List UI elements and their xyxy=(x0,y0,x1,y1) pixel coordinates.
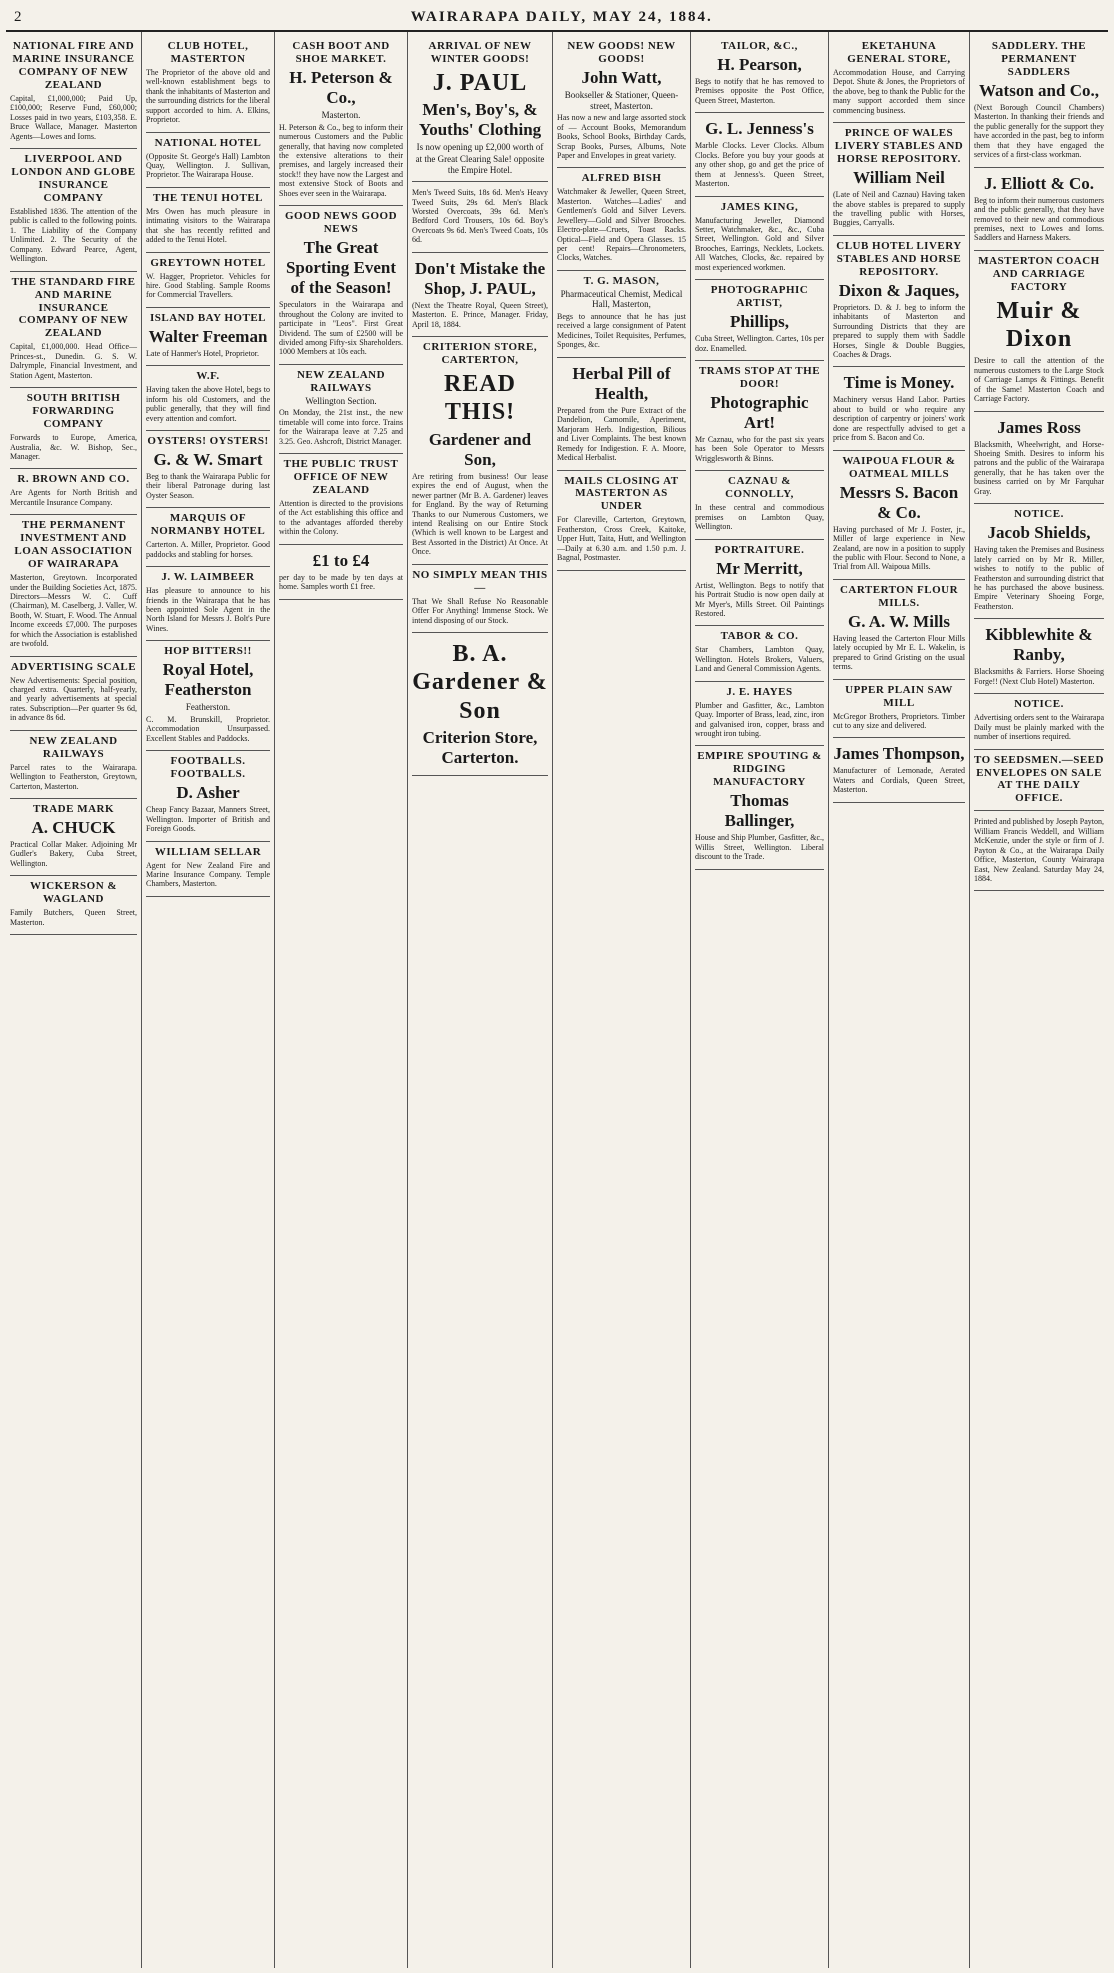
ad-heading: JAMES KING, xyxy=(720,200,799,213)
advertisement xyxy=(974,36,1104,168)
advertisement xyxy=(695,682,824,747)
ad-body: Are Agents for North British and Mercantile Insurance Company. xyxy=(10,488,137,507)
ad-body: Manufacturing Jeweller, Diamond Setter, Watchmaker, &c., &c., Cuba Street, Wellington. Gold and Silver Brooches, Earrings, Necklets, Lockets. All Watches, Clocks, &c. repaired by most experienced workmen. xyxy=(695,215,824,272)
ad-title: Don't Mistake the Shop, J. PAUL, xyxy=(414,258,546,298)
ad-body: Having purchased of Mr J. Foster, jr., Miller of large experience in New Zealand, are now in a position to supply the public with Flour. Second to None, a Trial from All. Waipoua Mills. xyxy=(833,524,965,572)
advertisement xyxy=(146,188,270,253)
ad-heading: THE STANDARD FIRE AND MARINE INSURANCE COMPANY OF NEW ZEALAND xyxy=(11,275,136,340)
ad-title: Photographic Art! xyxy=(710,392,809,432)
advertisement xyxy=(412,565,548,633)
ad-heading: MARQUIS OF NORMANBY HOTEL xyxy=(150,512,266,538)
ad-heading: OYSTERS! OYSTERS! xyxy=(147,435,269,448)
advertisement xyxy=(833,36,965,123)
ad-heading: NEW ZEALAND RAILWAYS xyxy=(296,368,386,394)
ad-heading: WAIPOUA FLOUR & OATMEAL MILLS xyxy=(842,454,956,480)
ad-title: Herbal Pill of Health, xyxy=(572,363,671,403)
advertisement xyxy=(146,751,270,841)
advertisement xyxy=(695,540,824,627)
advertisement xyxy=(10,799,137,876)
ad-body: Machinery versus Hand Labor. Parties about to build or who require any description of carpentry or joiners' work done are respectfully advised to get a price from S. Bacon and Co. xyxy=(833,395,965,443)
advertisement xyxy=(557,168,686,270)
ad-title: G. L. Jenness's xyxy=(705,119,814,139)
ad-heading: NOTICE. xyxy=(1014,698,1064,711)
ad-title: William Neil xyxy=(853,168,945,188)
ad-subtitle: Featherston. xyxy=(185,702,231,713)
ad-heading: HOP BITTERS!! xyxy=(164,645,252,658)
ad-body: Established 1836. The attention of the public is called to the following points. 1. The Liability of the Company Unlimited. 2. The Security of the Company. Edward Pearce, Agent, Wellington. xyxy=(10,206,137,264)
ad-title: Jacob Shields, xyxy=(987,523,1091,543)
ad-heading: NEW GOODS! NEW GOODS! xyxy=(567,40,676,65)
ad-headline: B. A. Gardener & Son xyxy=(412,641,548,724)
advertisement xyxy=(695,36,824,113)
ad-heading: TO SEEDSMEN.—SEED ENVELOPES ON SALE AT THE DAILY OFFICE. xyxy=(974,753,1104,805)
advertisement xyxy=(10,469,137,515)
ad-heading: J. E. HAYES xyxy=(726,685,793,698)
ad-body: Blacksmiths & Farriers. Horse Shoeing Forge!! (Next Club Hotel) Masterton. xyxy=(974,667,1104,686)
ad-body: Has pleasure to announce to his friends in the Wairarapa that he has been appointed Sole Agent in the North Island for Messrs J. Bolt's Pure Wines. xyxy=(146,586,270,633)
column-1 xyxy=(6,32,142,1968)
ad-heading: WICKERSON & WAGLAND xyxy=(29,880,118,906)
ad-body: (Next Borough Council Chambers) Masterton. In thanking their friends and the public generally for the support they have accorded in the past, beg to inform them that they have engaged the services of a first-class workman. xyxy=(974,102,1104,160)
advertisement xyxy=(146,308,270,366)
advertisement xyxy=(833,451,965,580)
advertisement xyxy=(146,508,270,567)
ad-heading: NO SIMPLY MEAN THIS— xyxy=(412,568,548,594)
ad-title: Gardener and Son, xyxy=(428,429,532,469)
advertisement xyxy=(412,337,548,565)
ad-heading: PRINCE OF WALES LIVERY STABLES AND HORSE REPOSITORY. xyxy=(834,127,964,166)
ad-heading: NATIONAL HOTEL xyxy=(154,136,262,149)
ad-title: Time is Money. xyxy=(843,373,955,393)
ad-body: Cheap Fancy Bazaar, Manners Street, Wellington. Importer of British and Foreign Goods. xyxy=(146,805,270,834)
ad-body: House and Ship Plumber, Gasfitter, &c., Willis Street, Wellington. Liberal discount to the Trade. xyxy=(695,833,824,862)
ad-body: Cuba Street, Wellington. Cartes, 10s per doz. Enamelled. xyxy=(695,334,824,353)
ad-title: Mr Merritt, xyxy=(716,558,803,578)
ad-body: Are retiring from business! Our lease expires the end of August, when the newer partner (Mr B. A. Gardener) leaves for England. By the way of Returning Thanks to our Numerous Customers, we intend Realising on our Entire Stock (Which is well known to be Largest and Best Assorted in the District) At Once. At Once. xyxy=(412,471,548,557)
ad-title: H. Pearson, xyxy=(717,54,802,74)
masthead-title: WAIRARAPA DAILY, MAY 24, 1884. xyxy=(410,8,713,25)
advertisement xyxy=(974,811,1104,891)
ad-heading: EKETAHUNA GENERAL STORE, xyxy=(847,40,951,65)
ad-title: Walter Freeman xyxy=(148,326,268,346)
masthead xyxy=(6,4,1108,32)
advertisement xyxy=(10,731,137,799)
advertisement xyxy=(695,280,824,361)
ad-body: Agent for New Zealand Fire and Marine Insurance Company. Temple Chambers, Masterton. xyxy=(146,860,270,889)
advertisement xyxy=(146,133,270,188)
ad-body: Masterton, Greytown. Incorporated under the Building Societies Act, 1875. Directors—Messrs W. C. Cuff (Chairman), M. Caselberg, J. Valler, W. Booth, W. Stuart, F. Wood. The Annual Income exceeds £7,000. The purposes for which the Association is established are twofold. xyxy=(10,573,137,649)
ad-body: Forwards to Europe, America, Australia, &c. W. Bishop, Sec., Manager. xyxy=(10,433,137,461)
advertisement xyxy=(833,367,965,450)
ad-body: Capital, £1,000,000. Head Office—Princes-st., Dunedin. G. S. W. Dalrymple, Financial Investment, and Station Agent, Masterton. xyxy=(10,342,137,380)
ad-heading: EMPIRE SPOUTING & RIDGING MANUFACTORY xyxy=(697,750,822,789)
ad-body: Parcel rates to the Wairarapa. Wellington to Featherston, Greytown, Carterton, Masterton. xyxy=(10,762,137,791)
ad-heading: W.F. xyxy=(196,370,220,383)
ad-heading: GREYTOWN HOTEL xyxy=(150,256,266,269)
advertisement xyxy=(146,431,270,508)
ad-heading: TABOR & CO. xyxy=(720,630,799,643)
advertisement xyxy=(146,366,270,431)
ad-headline: J. PAUL xyxy=(432,69,528,96)
ad-title: Men's, Boy's, & Youths' Clothing xyxy=(418,100,542,140)
ad-heading: NATIONAL FIRE AND MARINE INSURANCE COMPANY OF NEW ZEALAND xyxy=(12,40,135,91)
advertisement xyxy=(833,580,965,680)
advertisement xyxy=(146,842,270,897)
ad-body: Marble Clocks. Lever Clocks. Album Clocks. Before you buy your goods at any other shop, go and get the price of them at Jenness's. Queen Street, Masterton. xyxy=(695,141,824,189)
ad-body: Having taken the Premises and Business lately carried on by Mr R. Miller, wishes to notify to the public of Featherston and surrounding district that he has purchased the above business. Empire Veterinary Shoeing Forge, Featherston. xyxy=(974,545,1104,611)
ad-body: Mrs Owen has much pleasure in intimating visitors to the Wairarapa that she has recently refitted and added to the Tenui Hotel. xyxy=(146,206,270,245)
advertisement xyxy=(695,626,824,681)
ad-heading: THE PUBLIC TRUST OFFICE OF NEW ZEALAND xyxy=(283,458,399,497)
ad-title: Royal Hotel, Featherston xyxy=(162,660,254,700)
ad-body: Men's Tweed Suits, 18s 6d. Men's Heavy Tweed Suits, 29s 6d. Men's Black Worsted Overcoats, 39s 6d. Men's Bedford Cord Trousers, 10s 6d. Boy's Overcoats 9s 6d. Men's Tweed Coats, 10s 6d. xyxy=(412,188,548,245)
ad-heading: UPPER PLAIN SAW MILL xyxy=(845,683,953,709)
ad-body: C. M. Brunskill, Proprietor. Accommodation Unsurpassed. Excellent Stables and Paddocks. xyxy=(146,714,270,743)
column-5 xyxy=(553,32,691,1968)
ad-body: Having leased the Carterton Flour Mills lately occupied by Mr E. L. Wakelin, is prepared to Grind Gristing on the usual terms. xyxy=(833,633,965,672)
ad-headline: Muir & Dixon xyxy=(996,297,1082,353)
ad-body: Late of Hanmer's Hotel, Proprietor. xyxy=(146,348,259,358)
advertisement xyxy=(974,504,1104,619)
advertisement xyxy=(695,113,824,196)
ad-body: Watchmaker & Jeweller, Queen Street, Masterton. Watches—Ladies' and Gentlemen's Gold and Silver Levers. Jewellery—Gold and Silver Brooches. Electro-plate—Cruets, Toast Racks. Optical—Field and Opera Glasses. 15 per cent! Repairs—Chronometers, Clocks, Watches. xyxy=(557,187,686,263)
ad-title: G. A. W. Mills xyxy=(847,611,951,631)
ad-heading: CLUB HOTEL, MASTERTON xyxy=(167,40,249,65)
ad-heading: PORTRAITURE. xyxy=(714,543,805,556)
ad-heading: WILLIAM SELLAR xyxy=(154,845,262,858)
advertisement xyxy=(279,206,403,365)
advertisement xyxy=(557,358,686,471)
advertisement xyxy=(974,251,1104,412)
advertisement xyxy=(279,36,403,206)
ad-body: Speculators in the Wairarapa and throughout the Colony are invited to participate in "Leos". First Great Dividend. The sum of £2500 will be divided among Fifty-six Shareholders. 1000 Members at 10s each. xyxy=(279,300,403,357)
column-8 xyxy=(970,32,1108,1968)
advertisement xyxy=(695,361,824,471)
ad-heading: ALFRED BISH xyxy=(581,172,662,185)
advertisement xyxy=(974,168,1104,251)
advertisement xyxy=(974,619,1104,694)
ad-body: New Advertisements: Special position, charged extra. Quarterly, half-yearly, and yearly advertisements at special rates. Subscription—Per quarter 9s 6d, in advance 8s 6d. xyxy=(10,675,137,723)
advertisement xyxy=(146,641,270,751)
ad-subtitle: Masterton. xyxy=(321,110,361,121)
ad-title: Messrs S. Bacon & Co. xyxy=(839,482,959,522)
ad-heading: GOOD NEWS GOOD NEWS xyxy=(284,210,398,236)
advertisement xyxy=(146,253,270,308)
advertisement xyxy=(557,271,686,358)
advertisement xyxy=(412,253,548,337)
ad-title: G. & W. Smart xyxy=(153,449,263,469)
advertisement xyxy=(833,738,965,802)
ad-tagline: at the Great Clearing Sale! opposite the Empire Hotel. xyxy=(415,153,545,175)
ad-body: On Monday, the 21st inst., the new timetable will come into force. Trains for the Wairarapa leave at 7.25 and 3.25. Geo. Ashcroft, District Manager. xyxy=(279,408,403,446)
ad-body: Mr Caznau, who for the past six years has been Sole Operator to Messrs Wrigglesworth & Binns. xyxy=(695,435,824,463)
ad-body: Having taken the above Hotel, begs to inform his old Customers, and the public generally, that they will find every attention and comfort. xyxy=(146,385,270,423)
ad-body: In these central and commodious premises on Lambton Quay, Wellington. xyxy=(695,503,824,532)
ad-body: Family Butchers, Queen Street, Masterton. xyxy=(10,908,137,927)
ad-title: A. CHUCK xyxy=(31,817,116,837)
ad-body: per day to be made by ten days at home. Samples worth £1 free. xyxy=(279,572,403,592)
newspaper-columns xyxy=(6,32,1108,1968)
ad-heading: CLUB HOTEL LIVERY STABLES AND HORSE REPOSITORY. xyxy=(836,239,962,278)
ad-heading: THE PERMANENT INVESTMENT AND LOAN ASSOCIATION OF WAIRARAPA xyxy=(14,519,133,571)
ad-heading: SOUTH BRITISH FORWARDING COMPANY xyxy=(26,392,121,431)
ad-body: Star Chambers, Lambton Quay, Wellington. Hotels Brokers, Valuers, Land and General Commission Agents. xyxy=(695,645,824,674)
advertisement xyxy=(974,750,1104,812)
ad-heading: MASTERTON COACH AND CARRIAGE FACTORY xyxy=(978,254,1100,293)
ad-heading: LIVERPOOL AND LONDON AND GLOBE INSURANCE COMPANY xyxy=(11,153,136,204)
ad-body: Artist, Wellington. Begs to notify that his Portrait Studio is now open daily at Mr Myer's, Mills Street. Oil Paintings Restored. xyxy=(695,580,824,618)
ad-heading: CASH BOOT AND SHOE MARKET. xyxy=(292,40,390,65)
ad-body: H. Peterson & Co., beg to inform their numerous Customers and the Public generally, that having now completed the extensive alterations to their premises, and largely increased their stock!! they have now the Largest and most extensive Stock of Boots and Shoes ever seen in the Wairarapa. xyxy=(279,122,403,198)
advertisement xyxy=(557,36,686,168)
advertisement xyxy=(974,694,1104,749)
ad-body: Begs to announce that he has just received a large consignment of Patent Medicines, Toilet Requisites, Perfumes, Sponges, &c. xyxy=(557,312,686,350)
ad-heading: FOOTBALLS. FOOTBALLS. xyxy=(170,755,246,781)
ad-title: £1 to £4 xyxy=(312,550,370,570)
ad-body: That We Shall Refuse No Reasonable Offer For Anything! Immense Stock. We intend disposing of our Stock. xyxy=(412,596,548,625)
ad-body: W. Hagger, Proprietor. Vehicles for hire. Good Stabling. Sample Rooms for Commercial Travellers. xyxy=(146,271,270,300)
advertisement xyxy=(10,388,137,469)
column-7 xyxy=(829,32,970,1968)
ad-heading: MAILS CLOSING AT MASTERTON AS UNDER xyxy=(564,474,679,513)
advertisement xyxy=(833,236,965,368)
ad-heading: NEW ZEALAND RAILWAYS xyxy=(29,734,118,760)
ad-heading: TAILOR, &C., xyxy=(721,40,798,52)
advertisement xyxy=(695,197,824,281)
ad-subtitle: Pharmaceutical Chemist, Medical Hall, Masterton, xyxy=(560,288,683,310)
column-4 xyxy=(408,32,553,1968)
advertisement xyxy=(279,545,403,600)
ad-heading: CAZNAU & CONNOLLY, xyxy=(725,475,794,501)
advertisement xyxy=(412,36,548,182)
column-2 xyxy=(142,32,275,1968)
advertisement xyxy=(10,272,137,389)
ad-body: Has now a new and large assorted stock of — Account Books, Memorandum Books, School Books, Birthday Cards, Scrap Books, Purses, Albums, Note Paper and Envelopes in great variety. xyxy=(557,113,686,160)
ad-title: Kibblewhite & Ranby, xyxy=(985,625,1093,665)
ad-heading: CARTERTON FLOUR MILLS. xyxy=(839,583,959,609)
ad-heading: J. W. LAIMBEER xyxy=(161,571,255,584)
ad-heading: T. G. MASON, xyxy=(583,274,660,287)
ad-title: D. Asher xyxy=(176,783,240,803)
advertisement xyxy=(10,36,137,149)
ad-body: Practical Collar Maker. Adjoining Mr Gudler's Bakery, Cuba Street, Wellington. xyxy=(10,840,137,868)
advertisement xyxy=(695,471,824,539)
advertisement xyxy=(279,365,403,454)
ad-body: Accommodation House, and Carrying Depot. Shute & Jones, the Proprietors of the above, beg to thank the Public for the many support accorded them since commencing business. xyxy=(833,67,965,115)
ad-title: Watson and Co., xyxy=(979,80,1099,100)
advertisement xyxy=(10,149,137,272)
ad-heading: TRADE MARK xyxy=(32,803,115,815)
advertisement xyxy=(833,123,965,236)
ad-body: McGregor Brothers, Proprietors. Timber cut to any size and delivered. xyxy=(833,711,965,730)
ad-title: Thomas Ballinger, xyxy=(724,791,795,831)
ad-title: James Ross xyxy=(997,417,1081,437)
advertisement xyxy=(412,633,548,776)
ad-headline: READ THIS! xyxy=(443,371,516,426)
column-3 xyxy=(275,32,408,1968)
ad-title: Phillips, xyxy=(729,312,790,332)
advertisement xyxy=(146,567,270,641)
ad-title: H. Peterson & Co., xyxy=(289,67,393,107)
ad-heading: THE TENUI HOTEL xyxy=(153,191,263,204)
ad-body: Manufacturer of Lemonade, Aerated Waters and Cordials, Queen Street, Masterton. xyxy=(833,766,965,795)
ad-title: Criterion Store, Carterton. xyxy=(422,727,538,768)
ad-heading: ISLAND BAY HOTEL xyxy=(150,311,266,324)
ad-heading: TRAMS STOP AT THE DOOR! xyxy=(698,365,821,390)
advertisement xyxy=(833,680,965,739)
ad-body: Carterton. A. Miller, Proprietor. Good paddocks and stabling for horses. xyxy=(146,540,270,559)
advertisement xyxy=(412,182,548,253)
ad-body: Beg to thank the Wairarapa Public for their liberal Patronage during last Oyster Season. xyxy=(146,472,270,500)
ad-body: For Clareville, Carterton, Greytown, Featherston, Cross Creek, Kaitoke, Upper Hutt, Taita, Hutt, and Wellington—Daily at 6.30 a.m. and 1.50 p.m. J. Bagnal, Postmaster. xyxy=(557,515,686,563)
ad-heading: PHOTOGRAPHIC ARTIST, xyxy=(710,284,809,310)
ad-subtitle: Wellington Section. xyxy=(305,395,377,406)
ad-heading: R. BROWN AND CO. xyxy=(17,473,130,486)
ad-body: (Opposite St. George's Hall) Lambton Quay, Wellington. J. Sullivan, Proprietor. The Wairarapa House. xyxy=(146,151,270,180)
ad-heading: SADDLERY. THE PERMANENT SADDLERS xyxy=(991,40,1087,78)
ad-body: The Proprietor of the above old and well-known establishment begs to thank the inhabitants of Masterton and the surrounding districts for the liberal support accorded to him. A. Elkins, Proprietor. xyxy=(146,67,270,125)
advertisement xyxy=(10,515,137,656)
ad-body: Plumber and Gasfitter, &c., Lambton Quay. Importer of Brass, lead, zinc, iron and galvanised iron, copper, brass and wrought iron tubing. xyxy=(695,700,824,738)
advertisement xyxy=(557,471,686,571)
advertisement xyxy=(974,412,1104,505)
ad-body: Capital, £1,000,000; Paid Up, £100,000; Reserve Fund, £60,000; Losses paid in two years, £103,358. E. Bruce Wallace, Manager. Masterton Agents—Lowes and Iorns. xyxy=(10,93,137,141)
ad-title: J. Elliott & Co. xyxy=(983,173,1095,193)
ad-body: Begs to notify that he has removed to Premises opposite the Post Office, Queen Street, Masterton. xyxy=(695,77,824,105)
ad-heading: NOTICE. xyxy=(1014,508,1064,521)
ad-title: John Watt, xyxy=(581,67,662,87)
ad-heading: ARRIVAL OF NEW WINTER GOODS! xyxy=(428,40,532,65)
advertisement xyxy=(695,746,824,869)
ad-title: Dixon & Jaques, xyxy=(838,280,960,300)
advertisement xyxy=(10,657,137,731)
ad-subtitle: Bookseller & Stationer, Queen-street, Masterton. xyxy=(564,89,679,111)
ad-heading: ADVERTISING SCALE xyxy=(10,660,137,673)
ad-title: James Thompson, xyxy=(833,744,965,764)
ad-body: Advertising orders sent to the Wairarapa Daily must be plainly marked with the number of insertions required. xyxy=(974,713,1104,742)
column-6 xyxy=(691,32,829,1968)
advertisement xyxy=(146,36,270,133)
ad-body: Prepared from the Pure Extract of the Dandelion, Camomile, Aperiment, Marjoram Herb. Indigestion, Bilious and Liver Complaints. The best known Remedy for Indigestion. F. A. Moore, Medical Herbalist. xyxy=(557,405,686,463)
ad-body: (Next the Theatre Royal, Queen Street), Masterton. E. Prince, Manager. Friday, April 18, 1884. xyxy=(412,300,548,329)
ad-body: Desire to call the attention of the numerous customers to the Large Stock of Carriage Lamps & Fittings. Benefit of the Same! Masterton Coach and Carriage Factory. xyxy=(974,356,1104,404)
ad-subtitle: Is now opening up £2,000 worth of xyxy=(416,142,544,153)
ad-body: Proprietors. D. & J. beg to inform the inhabitants of Masterton and Surrounding Districts that they are prepared to supply them with Saddle Horses, Single & Double Buggies, Coaches & Drags. xyxy=(833,302,965,359)
advertisement xyxy=(10,876,137,935)
ad-body: Beg to inform their numerous customers and the public generally, that they have removed to their new and commodious premises, next to Lowes and Iorns. Saddlers and Harness Makers. xyxy=(974,195,1104,243)
ad-heading: CRITERION STORE, CARTERTON, xyxy=(422,341,538,367)
ad-body: (Late of Neil and Caznau) Having taken the above stables is prepared to supply the travelling public with Horses, Buggies, Carryalls. xyxy=(833,190,965,228)
ad-body: Blacksmith, Wheelwright, and Horse-Shoeing Smith. Desires to inform his patrons and the public of the Wairarapa generally, that he has taken over the business carried on by Mr Farquhar Gray. xyxy=(974,439,1104,496)
ad-body: Printed and published by Joseph Payton, William Francis Weddell, and William McKenzie, under the style or firm of J. Payton & Co., at the Wairarapa Daily Office, Masterton, County Wairarapa East, New Zealand. Saturday May 24, 1884. xyxy=(974,817,1104,884)
ad-title: The Great Sporting Event of the Season! xyxy=(285,238,397,298)
advertisement xyxy=(279,454,403,545)
page-number: 2 xyxy=(14,8,24,25)
ad-body: Attention is directed to the provisions of the Act establishing this office and to the advantages afforded thereby within the Colony. xyxy=(279,499,403,537)
